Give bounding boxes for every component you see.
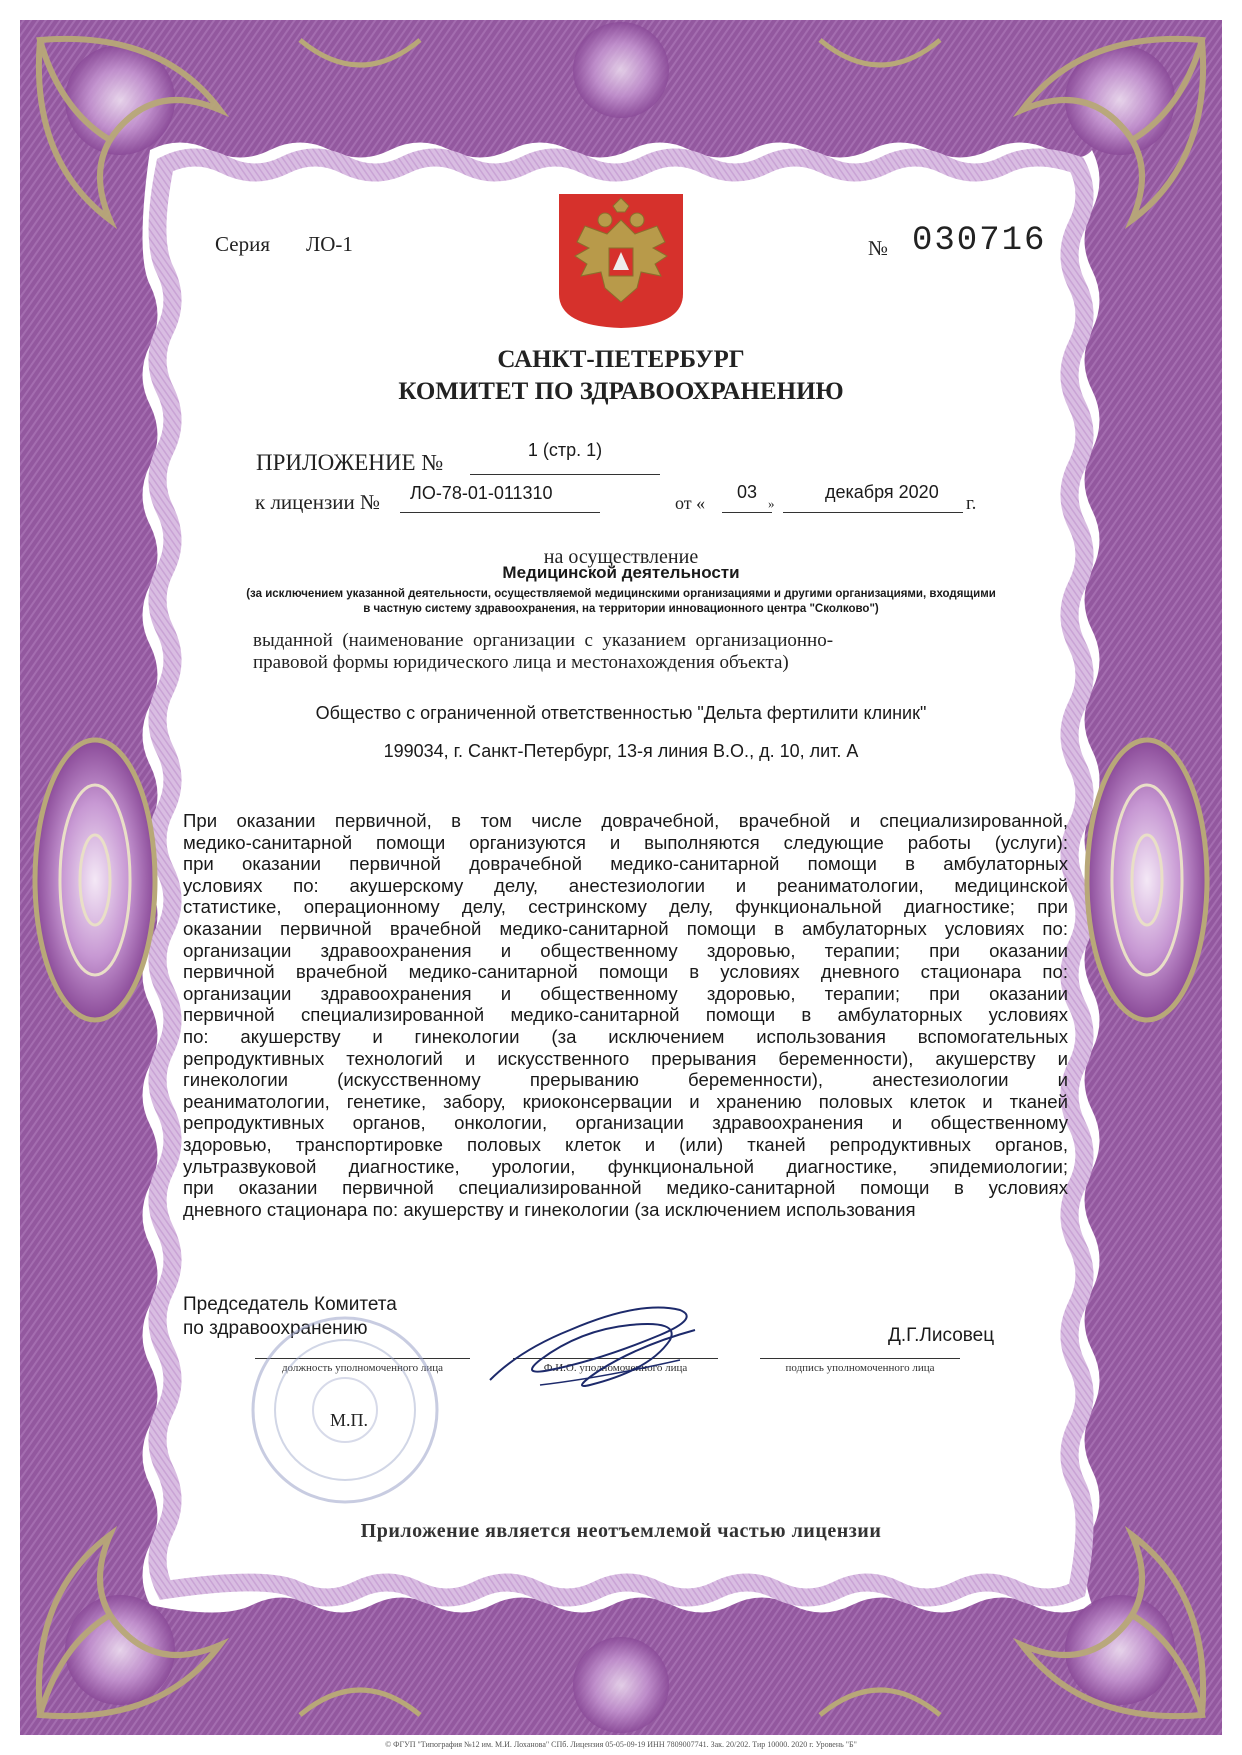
services-text-line: реаниматологии, генетике, забору, криоконсервации и хранению половых клеток и тканей [183,1090,1068,1112]
services-text-line: организации здравоохранения и общественному здоровью, терапии; при оказании [183,982,1068,1004]
caption-sign: подпись уполномоченного лица [785,1362,935,1374]
signer-name: Д.Г.Лисовец [888,1325,995,1346]
issued-label-2: правовой формы юридического лица и местонахождения объекта) [253,652,789,673]
date-from-label: от « [675,493,706,513]
services-text-line: репродуктивных органов, онкологии, организации здравоохранения и общественному [183,1112,1068,1134]
activity-value: Медицинской деятельности [502,563,740,582]
services-text [183,810,1068,1220]
date-day: 03 [736,482,758,502]
services-text-line: по: акушерству и гинекологии (за исключением использования вспомогательных [183,1025,1068,1047]
license-number: 030716 [912,222,1047,260]
services-text-line: ультразвуковой диагностике, урологии, функциональной диагностике, эпидемиологии; [183,1155,1068,1177]
activity-note-1: (за исключением указанной деятельности, осуществляемой медицинскими организациями и другими организациями, входящими [246,588,996,600]
footer-statement: Приложение является неотъемлемой частью лицензии [360,1520,882,1542]
services-text-line: репродуктивных технологий и искусственного прерывания беременности), акушерству и [183,1047,1068,1069]
services-text-line: первичной врачебной медико-санитарной помощи в условиях дневного стационара по: [183,961,1068,983]
caption-position: должность уполномоченного лица [281,1362,444,1374]
license-number-value: ЛО-78-01-011310 [410,483,553,503]
committee-title: КОМИТЕТ ПО ЗДРАВООХРАНЕНИЮ [398,378,844,405]
number-sign: № [868,236,889,260]
appendix-value: 1 (стр. 1) [527,440,603,460]
services-text-line: при оказании первичной доврачебной медико-санитарной помощи в амбулаторных [183,853,1068,875]
signer-position-2: по здравоохранению [183,1318,368,1339]
organization-address: 199034, г. Санкт-Петербург, 13-я линия В.О., д. 10, лит. А [383,741,859,761]
services-text-line: первичной специализированной медико-санитарной помощи в амбулаторных условиях [183,1004,1068,1026]
services-text-line: статистике, операционному делу, сестринскому делу, функциональной диагностике; при [183,896,1068,918]
services-text-line: при оказании первичной специализированной медико-санитарной помощи в условиях [183,1177,1068,1199]
organization-name: Общество с ограниченной ответственностью "Дельта фертилити клиник" [315,703,927,723]
license-label: к лицензии № [255,490,381,514]
issued-label-1: выданной (наименование организации с указанием организационно- [253,630,834,651]
coat-of-arms-icon [555,190,687,330]
date-month-year: декабря 2020 [825,482,939,502]
date-suffix: г. [966,493,977,514]
license-underline [400,512,600,513]
date-month-underline [783,512,963,513]
city-title: САНКТ-ПЕТЕРБУРГ [497,346,745,373]
date-close: » [768,496,775,511]
activity-note-2: в частную систему здравоохранения, на территории инновационного центра "Сколково") [363,603,879,615]
date-day-underline [722,512,772,513]
stamp-label: М.П. [330,1410,369,1430]
handwritten-signature [480,1290,710,1400]
series-value: ЛО-1 [306,232,353,256]
services-text-line: медико-санитарной помощи организуются и выполняются следующие работы (услуги): [183,831,1068,853]
activity-label: на осуществление [543,546,699,568]
sign-underline [760,1358,960,1359]
services-text-line: гинекологии (искусственному прерыванию беременности), анестезиологии и [183,1069,1068,1091]
services-text-line: условиях по: акушерскому делу, анестезиологии и реаниматологии, медицинской [183,874,1068,896]
services-text-line: организации здравоохранения и общественному здоровью, терапии; при оказании [183,939,1068,961]
appendix-label: ПРИЛОЖЕНИЕ № [256,450,444,475]
signer-position-1: Председатель Комитета [183,1294,397,1315]
printer-imprint: © ФГУП "Типография №12 им. М.И. Лоханова" СПб. Лицензия 05-05-09-19 ИНН 7809007741. Зак. 20/202. Тир 10000. 2020 г. Уровень "Б" [385,1740,857,1749]
services-text-line: оказании первичной врачебной медико-санитарной помощи в амбулаторных условиях по: [183,917,1068,939]
services-text-line: здоровью, транспортировке половых клеток и (или) тканей репродуктивных органов, [183,1133,1068,1155]
services-text-line: При оказании первичной, в том числе доврачебной, врачебной и специализированной, [183,810,1068,831]
services-text-line: дневного стационара по: акушерству и гинекологии (за исключением использования [183,1198,916,1220]
caption-name: Ф.И.О. уполномоченного лица [543,1362,688,1374]
series-label: Серия [215,232,270,256]
appendix-underline [470,474,660,475]
